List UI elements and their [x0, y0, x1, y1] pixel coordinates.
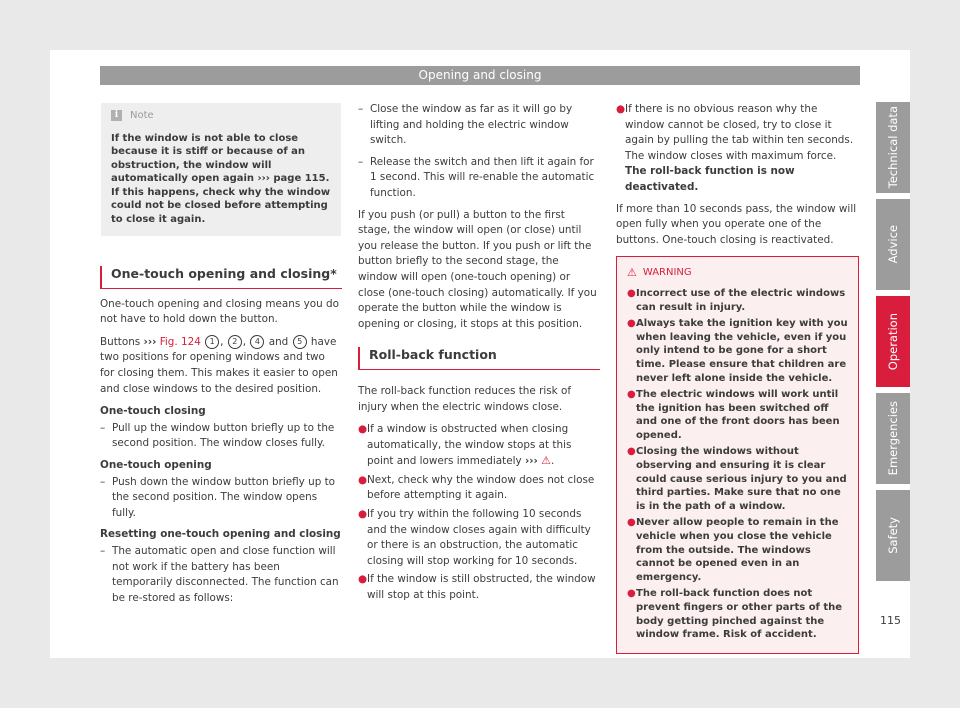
note-box	[100, 102, 342, 237]
warning-item: ● The electric windows will work until the ignition has been switched off and one of the front doors has been opened.	[627, 389, 840, 441]
warning-item: ● The roll-back function does not prevent fingers or other parts of the body getting pinched against the window frame. Risk of accident.	[627, 588, 843, 641]
step-item: – Push down the window button briefly up to the second position. The window opens fully.	[100, 475, 336, 519]
warning-item: ● Never allow people to remain in the vehicle when you close the vehicle from the outside. The windows cannot be opened even in an emergency.	[627, 517, 839, 583]
paragraph-buttons: Buttons ››› Fig. 124 1 , 2 , 4 and 5 have two positions for opening windows and two for closing them. This makes it easier to open and close windows to the desired position.	[100, 335, 338, 395]
tab-advice[interactable]: Advice	[876, 199, 910, 290]
paragraph: The roll-back function reduces the risk of injury when the electric windows close.	[358, 384, 571, 413]
list-item: ● Next, check why the window does not close before attempting it again.	[358, 473, 595, 502]
tab-safety[interactable]: Safety	[876, 490, 910, 581]
list-item: ● If you try within the following 10 seconds and the window closes again with difficulty or there is an obstruction, the automatic closing will stop working for 10 seconds.	[358, 508, 591, 567]
subheading: One-touch opening	[100, 459, 212, 472]
column-3	[616, 102, 859, 654]
section-title-one-touch: One-touch opening and closing*	[100, 266, 342, 289]
info-icon: i	[111, 110, 122, 121]
section-title-roll-back: Roll-back function	[358, 347, 600, 370]
step-item: – The automatic open and close function will not work if the battery has been temporarily disconnected. The function can be re-stored as follows:	[100, 545, 339, 604]
tab-operation[interactable]: Operation	[876, 296, 910, 387]
list-item: ● If there is no obvious reason why the window cannot be closed, try to close it again by pulling the tab within ten seconds. The window closes with maximum force. The roll-back function is now deactivated.	[616, 103, 854, 193]
subheading: One-touch closing	[100, 405, 206, 418]
column-1	[100, 102, 342, 612]
tab-technical-data[interactable]: Technical data	[876, 102, 910, 193]
warning-icon: ⚠	[627, 266, 637, 280]
column-2	[358, 102, 600, 607]
callout-5: 5	[293, 335, 307, 349]
warning-item: ● Incorrect use of the electric windows can result in injury.	[627, 287, 846, 313]
list-item: ● If the window is still obstructed, the window will stop at this point.	[358, 573, 596, 602]
step-item: – Pull up the window button briefly up to the second position. The window closes fully.	[100, 421, 335, 450]
warning-box	[616, 256, 859, 653]
note-label: Note	[130, 110, 154, 121]
page-link[interactable]: page 115	[273, 173, 326, 185]
page-header: Opening and closing	[100, 66, 860, 85]
warning-icon: ⚠	[541, 454, 552, 468]
step-item: – Release the switch and then lift it again for 1 second. This will re-enable the automatic function.	[358, 155, 595, 199]
paragraph: If you push (or pull) a button to the first stage, the window will open (or close) until you release the button. If you push or lift the button briefly to the second stage, the window will open (one-touch opening) or close (one-touch closing) automatically. If you operate the button while the window is opening or closing, it stops at this position.	[358, 208, 597, 330]
list-item: ● If a window is obstructed when closing automatically, the window stops at this point and lowers immediately ››› ⚠.	[358, 423, 572, 468]
paragraph: One-touch opening and closing means you do not have to hold down the button.	[100, 297, 339, 326]
page-number: 115	[880, 614, 901, 627]
callout-1: 1	[205, 335, 219, 349]
warning-label: WARNING	[642, 267, 692, 279]
warning-item: ● Always take the ignition key with you when leaving the vehicle, even if you only intend to be gone for a short time. Please ensure that children are never left alone inside the vehicle.	[627, 318, 848, 384]
warning-item: ● Closing the windows without observing and ensuring it is clear could cause serious injury to you and third parties. Make sure that no one is in the path of a window.	[627, 446, 847, 512]
note-text: If the window is not able to close because it is stiff or because of an obstruction, the window will automatically open again ››› page 115. If this happens, check why the window could not be closed before attempting to close it again.	[111, 132, 331, 225]
subheading: Resetting one-touch opening and closing	[100, 528, 341, 541]
callout-2: 2	[228, 335, 242, 349]
tab-emergencies[interactable]: Emergencies	[876, 393, 910, 484]
paragraph: If more than 10 seconds pass, the window will open fully when you operate one of the buttons. One-touch closing is reactivated.	[616, 202, 857, 246]
step-item: – Close the window as far as it will go by lifting and holding the electric window switch.	[358, 103, 573, 147]
figure-link[interactable]: Fig. 124	[159, 335, 201, 348]
callout-4: 4	[250, 335, 264, 349]
